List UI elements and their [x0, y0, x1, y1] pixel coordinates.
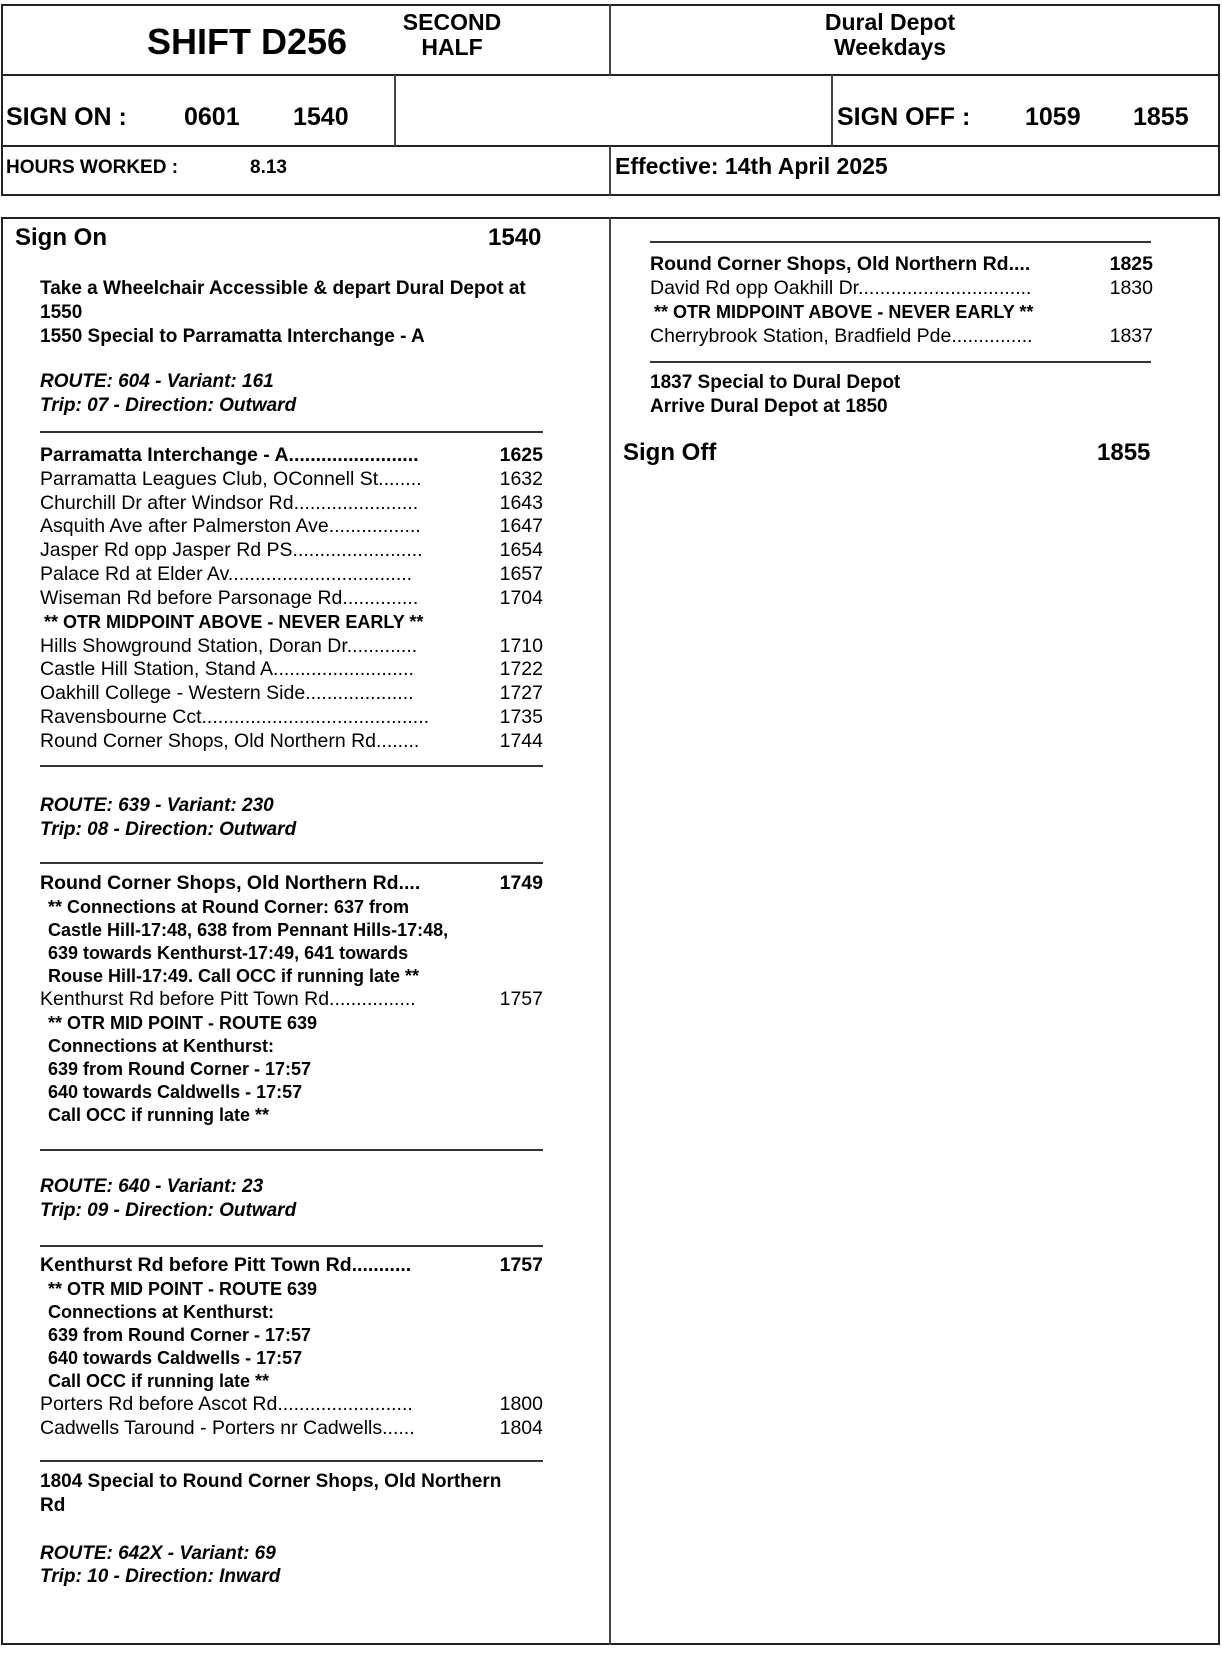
section-divider	[650, 241, 1151, 243]
stop-row	[40, 514, 543, 538]
stop-time: 1710	[499, 634, 543, 657]
stop-note: 639 from Round Corner - 17:57	[48, 1058, 312, 1079]
stop-time: 1643	[499, 491, 543, 514]
intro-line: 1550 Special to Parramatta Interchange - A	[40, 326, 425, 347]
depot-days: Weekdays	[833, 34, 947, 60]
stop-time: 1722	[499, 658, 543, 681]
intro-line: Take a Wheelchair Accessible & depart Dural Depot at	[40, 278, 526, 299]
stop-row	[40, 657, 543, 681]
header-col-divider	[609, 4, 611, 75]
stop-time: 1825	[1109, 253, 1153, 275]
stop-row	[40, 586, 543, 610]
stop-name: Round Corner Shops, Old Northern Rd........	[40, 729, 420, 752]
sign-on-time-2: 1540	[293, 103, 349, 131]
stop-time: 1804	[499, 1416, 543, 1439]
stop-note: Connections at Kenthurst:	[48, 1301, 275, 1322]
stop-row	[40, 634, 543, 658]
route-info: ROUTE: 642X - Variant: 69	[40, 1543, 276, 1564]
sign-off-heading: Sign Off	[623, 439, 717, 466]
stop-row	[40, 705, 543, 729]
stop-name: Churchill Dr after Windsor Rd.......................	[40, 491, 419, 514]
route-info: ROUTE: 639 - Variant: 230	[40, 795, 274, 816]
stop-time: 1757	[499, 987, 543, 1010]
trip-info: Trip: 09 - Direction: Outward	[40, 1200, 297, 1221]
header-col-divider	[831, 75, 833, 146]
stop-note: 639 from Round Corner - 17:57	[48, 1324, 312, 1345]
stop-name: Kenthurst Rd before Pitt Town Rd................	[40, 987, 416, 1010]
stop-time: 1704	[499, 586, 543, 609]
stop-row	[40, 1416, 543, 1440]
depot-info	[790, 10, 990, 60]
sign-off-label: SIGN OFF :	[837, 103, 971, 131]
stop-time: 1654	[499, 539, 543, 562]
depot-name: Dural Depot	[824, 9, 956, 35]
stop-name: Ravensbourne Cct..........................................	[40, 706, 430, 728]
section-divider	[40, 431, 543, 433]
header-col-divider	[394, 75, 396, 146]
section-divider	[40, 1245, 543, 1247]
stop-note: Call OCC if running late **	[48, 1370, 270, 1391]
stop-time: 1735	[499, 706, 543, 728]
sign-off-time-1: 1059	[1025, 103, 1081, 131]
stop-time: 1632	[499, 467, 543, 490]
stop-name: Cherrybrook Station, Bradfield Pde...............	[650, 324, 1033, 347]
stop-time: 1830	[1109, 276, 1153, 299]
stop-time: 1757	[499, 1254, 543, 1276]
stop-note: 640 towards Caldwells - 17:57	[48, 1081, 303, 1102]
route-info: ROUTE: 604 - Variant: 161	[40, 371, 274, 392]
stop-row	[40, 729, 543, 753]
sign-on-time-1: 0601	[184, 103, 240, 131]
sign-off-time-2: 1855	[1133, 103, 1189, 131]
stop-note: Call OCC if running late **	[48, 1104, 270, 1125]
section-divider	[650, 361, 1151, 363]
stop-row	[650, 276, 1153, 300]
stop-name: Parramatta Interchange - A........................	[40, 444, 419, 466]
stop-name: Wiseman Rd before Parsonage Rd..............	[40, 586, 419, 609]
stop-time: 1647	[499, 515, 543, 538]
effective-date: Effective: 14th April 2025	[615, 153, 888, 179]
stop-time: 1657	[499, 563, 543, 585]
stop-name: Palace Rd at Elder Av..................................	[40, 563, 413, 585]
stop-note: ** OTR MIDPOINT ABOVE - NEVER EARLY **	[654, 301, 1034, 322]
stop-note: 640 towards Caldwells - 17:57	[48, 1347, 303, 1368]
stop-name: Round Corner Shops, Old Northern Rd....	[40, 872, 421, 894]
shift-half	[392, 10, 512, 60]
stop-row	[40, 1253, 543, 1277]
stop-row	[40, 467, 543, 491]
hours-worked-label: HOURS WORKED :	[6, 157, 179, 178]
section-divider	[40, 862, 543, 864]
special-line: Rd	[40, 1495, 66, 1516]
stop-name: Parramatta Leagues Club, OConnell St........	[40, 467, 422, 490]
special-line: 1837 Special to Dural Depot	[650, 372, 901, 393]
shift-title: SHIFT D256	[147, 21, 348, 62]
trip-info: Trip: 07 - Direction: Outward	[40, 395, 297, 416]
shift-half-line2: HALF	[421, 34, 483, 60]
stop-row	[40, 562, 543, 586]
stop-row	[40, 871, 543, 895]
stop-time: 1625	[499, 444, 543, 466]
stop-note: ** OTR MIDPOINT ABOVE - NEVER EARLY **	[44, 611, 424, 632]
stop-time: 1800	[499, 1392, 543, 1415]
sign-on-heading: Sign On	[15, 224, 107, 251]
stop-row	[40, 443, 543, 467]
header-col-divider	[609, 146, 611, 195]
stop-name: David Rd opp Oakhill Dr................................	[650, 276, 1032, 299]
stop-row	[40, 987, 543, 1011]
section-divider	[40, 1149, 543, 1151]
stop-note: Castle Hill-17:48, 638 from Pennant Hills-17:48,	[48, 919, 449, 940]
section-divider	[40, 765, 543, 767]
stop-time: 1749	[499, 872, 543, 894]
stop-note: ** Connections at Round Corner: 637 from	[48, 896, 410, 917]
stop-name: Cadwells Taround - Porters nr Cadwells......	[40, 1416, 415, 1439]
stop-name: Jasper Rd opp Jasper Rd PS........................	[40, 539, 423, 562]
stop-time: 1744	[499, 729, 543, 752]
stop-note: ** OTR MID POINT - ROUTE 639	[48, 1012, 318, 1033]
section-divider	[40, 1460, 543, 1462]
stop-row	[650, 324, 1153, 348]
stop-time: 1837	[1109, 324, 1153, 347]
body-col-divider	[609, 217, 611, 1645]
intro-line: 1550	[40, 302, 83, 323]
stop-row	[40, 1392, 543, 1416]
sign-on-heading-time: 1540	[488, 224, 542, 251]
stop-name: Round Corner Shops, Old Northern Rd....	[650, 253, 1031, 275]
stop-name: Asquith Ave after Palmerston Ave.................	[40, 515, 421, 538]
trip-info: Trip: 08 - Direction: Outward	[40, 819, 297, 840]
stop-note: 639 towards Kenthurst-17:49, 641 towards	[48, 942, 409, 963]
stop-name: Kenthurst Rd before Pitt Town Rd...........	[40, 1254, 412, 1276]
route-info: ROUTE: 640 - Variant: 23	[40, 1176, 264, 1197]
stop-row	[40, 538, 543, 562]
hours-worked-value: 8.13	[250, 157, 287, 178]
stop-name: Hills Showground Station, Doran Dr.............	[40, 634, 418, 657]
stop-note: ** OTR MID POINT - ROUTE 639	[48, 1278, 318, 1299]
stop-note: Rouse Hill-17:49. Call OCC if running late **	[48, 965, 420, 986]
special-line: 1804 Special to Round Corner Shops, Old Northern	[40, 1471, 502, 1492]
stop-name: Castle Hill Station, Stand A..........................	[40, 658, 414, 681]
sign-off-heading-time: 1855	[1097, 439, 1151, 466]
shift-half-line1: SECOND	[402, 9, 502, 35]
stop-time: 1727	[499, 682, 543, 705]
sign-on-label: SIGN ON :	[6, 103, 127, 131]
trip-info: Trip: 10 - Direction: Inward	[40, 1566, 281, 1587]
stop-note: Connections at Kenthurst:	[48, 1035, 275, 1056]
stop-name: Porters Rd before Ascot Rd.........................	[40, 1392, 413, 1415]
stop-name: Oakhill College - Western Side....................	[40, 682, 414, 705]
stop-row	[650, 252, 1153, 276]
special-line: Arrive Dural Depot at 1850	[650, 396, 888, 417]
stop-row	[40, 681, 543, 705]
stop-row	[40, 491, 543, 515]
